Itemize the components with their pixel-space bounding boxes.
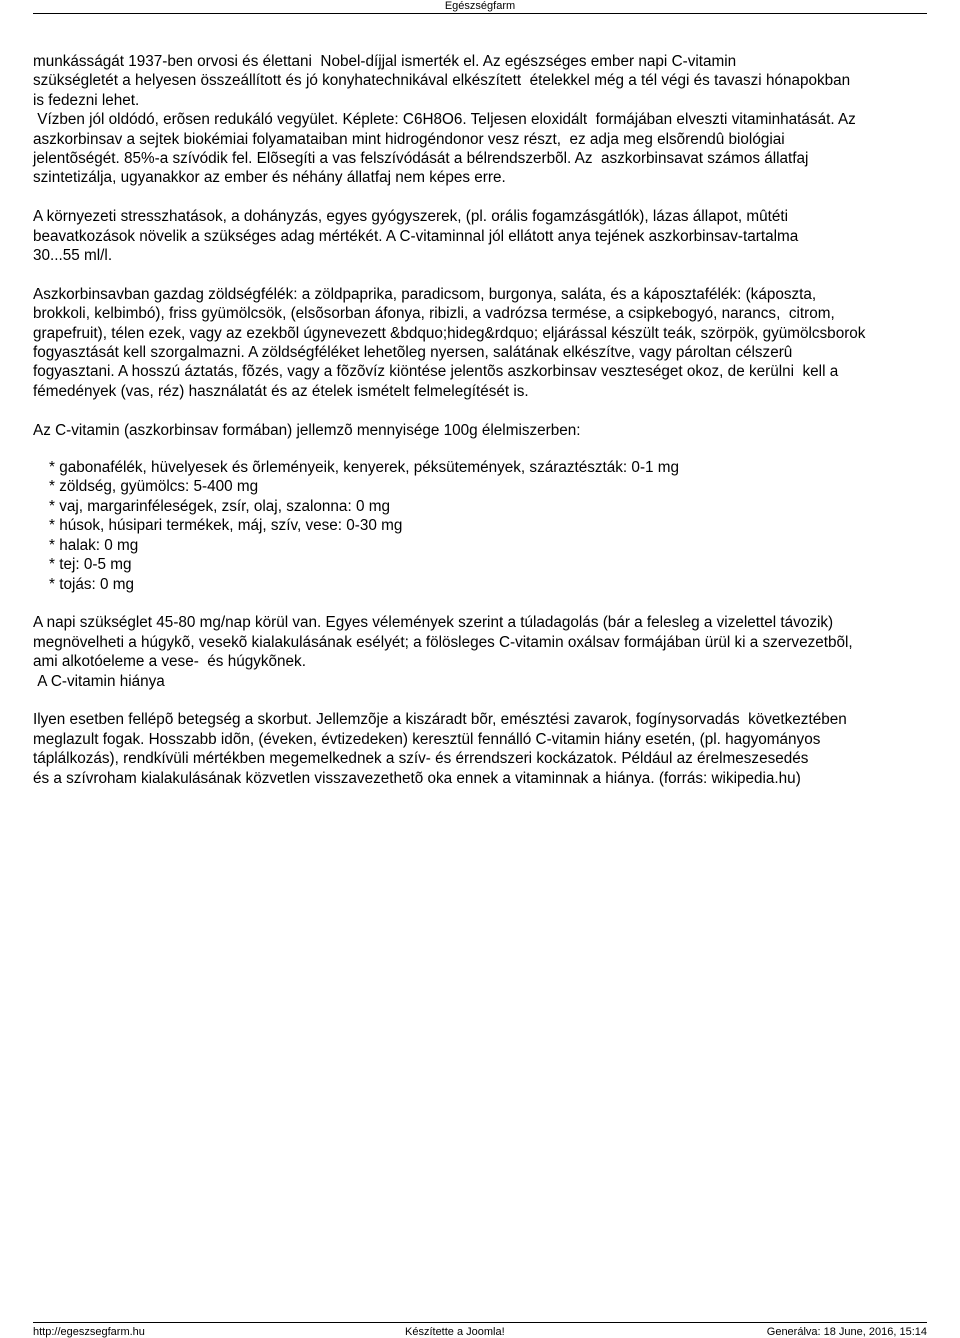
list-item: * halak: 0 mg xyxy=(49,536,139,554)
paragraph-nobel: munkásságát 1937-ben orvosi és élettani Nobel-díjjal ismerték el. Az egészséges ember napi C-vitamin szükségletét a helyesen összeállított és jó konyhatechnikával elkészített ételekkel még a tél végi és tavaszi hónapokban is fedezni lehet. xyxy=(33,53,851,109)
list-item: * vaj, margarinféleségek, zsír, olaj, szalonna: 0 mg xyxy=(49,497,390,515)
paragraph-content-intro: Az C-vitamin (aszkorbinsav formában) jellemzõ mennyisége 100g élelmiszerben: xyxy=(33,421,581,439)
list-item: * húsok, húsipari termékek, máj, szív, vese: 0-30 mg xyxy=(49,517,403,535)
list-item: * zöldség, gyümölcs: 5-400 mg xyxy=(49,478,259,496)
footer-divider xyxy=(33,1322,927,1323)
section-heading-deficiency: A C-vitamin hiánya xyxy=(33,672,165,690)
paragraph-scurvy: Ilyen esetben fellépõ betegség a skorbut. Jellemzõje a kiszáradt bõr, emésztési zavarok, fogínysorvadás következtében meglazult fogak. Hosszabb idõn, (éveken, évtizedeken) keresztül fennálló C-vitamin hiány esetén, (pl. hagyományos táplálkozás), rendkívüli mértékben megemelkednek a szív- és érrendszeri kockázatok. Például az érelmeszesedés és a szívroham kialakulásának közvetlen visszavezethetõ oka ennek a vitaminnak a hiánya. (forrás: wikipedia.hu) xyxy=(33,711,847,787)
food-content-list xyxy=(49,458,943,594)
footer-url-link[interactable]: http://egeszsegfarm.hu xyxy=(33,1326,145,1338)
site-title: Egészségfarm xyxy=(444,0,516,12)
page-footer xyxy=(33,1324,927,1338)
article-body xyxy=(33,52,943,788)
list-item: * tej: 0-5 mg xyxy=(49,556,132,574)
footer-generated-date: Generálva: 18 June, 2016, 15:14 xyxy=(766,1326,927,1338)
paragraph-daily-need: A napi szükséglet 45-80 mg/nap körül van. Egyes vélemények szerint a túladagolás (bár a felesleg a vizelettel távozik) megnövelheti a húgykõ, vesekõ kialakulásának esélyét; a fölösleges C-vitamin oxálsav formájában ürül ki a szervezetbõl, ami alkotóeleme a vese- és húgykõnek. xyxy=(33,614,853,671)
list-item: * tojás: 0 mg xyxy=(49,575,135,593)
paragraph-food-sources: Aszkorbinsavban gazdag zöldségfélék: a zöldpaprika, paradicsom, burgonya, saláta, és a káposztafélék: (káposzta, brokkoli, kelbimbó), friss gyümölcsök, (elsõsorban áfonya, ribizli, a vadrózsa termése, a csipkebogyó, narancs, citrom, grapefruit), télen ezek, vagy az ezekbõl úgynevezett &bdquo;hideg&rdquo; eljárással készült teák, szörpök, gyümölcsborok fogyasztását kell szorgalmazni. A zöldségféléket lehetõleg nyersen, salátának elkészítve, vagy pároltan célszerû fogyasztani. A hosszú áztatás, fõzés, vagy a fõzõvíz kiöntése jelentõs aszkorbinsav veszteséget okoz, de kerülni kell a fémedények (vas, réz) használatát és az ételek ismételt felmelegítését is. xyxy=(33,285,866,400)
list-item: * gabonafélék, hüvelyesek és õrleményeik, kenyerek, péksütemények, száraztészták: 0-1 mg xyxy=(49,459,680,477)
paragraph-stress-factors: A környezeti stresszhatások, a dohányzás, egyes gyógyszerek, (pl. orális fogamzásgátlók), lázas állapot, mûtéti beavatkozások növelik a szükséges adag mértékét. A C-vitaminnal jól ellátott anya tejének aszkorbinsav-tartalma 30...55 ml/l. xyxy=(33,208,799,265)
footer-made-with: Készítette a Joomla! xyxy=(405,1326,505,1338)
header-divider xyxy=(33,13,927,14)
page-header xyxy=(0,0,960,14)
paragraph-chemistry: Vízben jól oldódó, erõsen redukáló vegyület. Képlete: C6H8O6. Teljesen eloxidált formájában elveszti vitaminhatását. Az aszkorbinsav a sejtek biokémiai folyamataiban mint hidrogéndonor vesz részt, ez adja meg elsõrendû biológiai jelentõségét. 85%-a szívódik fel. Elõsegíti a vas felszívódását a bélrendszerbõl. Az aszkorbinsavat számos állatfaj szintetizálja, ugyanakkor az ember és néhány állatfaj nem képes erre. xyxy=(33,111,856,187)
